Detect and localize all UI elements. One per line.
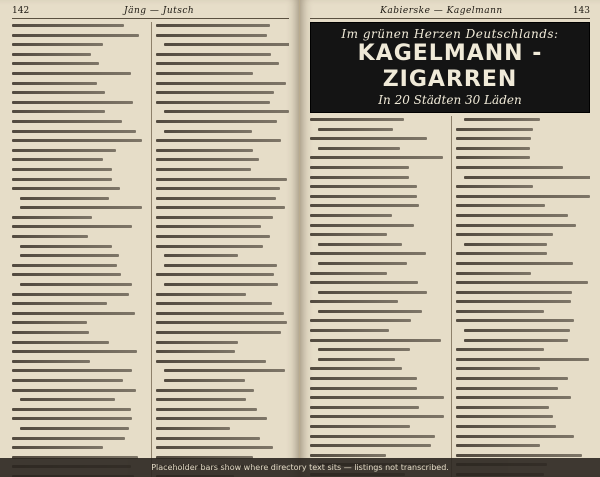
directory-entry-placeholder <box>12 235 145 243</box>
directory-entry-placeholder <box>456 166 591 174</box>
directory-entry-placeholder <box>456 291 591 299</box>
directory-entry-placeholder <box>456 358 591 366</box>
directory-entry-placeholder <box>310 281 445 289</box>
left-column-2 <box>151 22 289 477</box>
directory-entry-placeholder <box>12 24 145 32</box>
directory-entry-placeholder <box>310 291 445 299</box>
directory-entry-placeholder <box>310 262 445 270</box>
directory-entry-placeholder <box>12 206 145 214</box>
directory-entry-placeholder <box>456 185 591 193</box>
directory-entry-placeholder <box>12 389 145 397</box>
directory-entry-placeholder <box>310 204 445 212</box>
directory-entry-placeholder <box>310 243 445 251</box>
directory-entry-placeholder <box>156 417 289 425</box>
directory-entry-placeholder <box>156 110 289 118</box>
directory-entry-placeholder <box>156 149 289 157</box>
directory-entry-placeholder <box>156 235 289 243</box>
directory-entry-placeholder <box>12 283 145 291</box>
directory-entry-placeholder <box>310 185 445 193</box>
directory-entry-placeholder <box>456 243 591 251</box>
directory-entry-placeholder <box>310 233 445 241</box>
directory-entry-placeholder <box>12 273 145 281</box>
directory-entry-placeholder <box>456 415 591 423</box>
left-page-header <box>12 6 289 19</box>
directory-entry-placeholder <box>456 329 591 337</box>
directory-entry-placeholder <box>310 425 445 433</box>
directory-entry-placeholder <box>310 252 445 260</box>
directory-entry-placeholder <box>12 130 145 138</box>
directory-entry-placeholder <box>156 341 289 349</box>
right-column-2 <box>451 116 591 477</box>
directory-entry-placeholder <box>12 446 145 454</box>
directory-entry-placeholder <box>156 158 289 166</box>
transcription-note: Placeholder bars show where directory text sits — listings not transcribed. <box>0 458 600 477</box>
directory-entry-placeholder <box>456 156 591 164</box>
right-page-number: 143 <box>572 6 590 16</box>
directory-entry-placeholder <box>12 149 145 157</box>
directory-entry-placeholder <box>12 360 145 368</box>
directory-entry-placeholder <box>456 214 591 222</box>
directory-entry-placeholder <box>156 379 289 387</box>
directory-entry-placeholder <box>156 446 289 454</box>
directory-entry-placeholder <box>12 331 145 339</box>
directory-entry-placeholder <box>156 216 289 224</box>
directory-entry-placeholder <box>456 425 591 433</box>
directory-entry-placeholder <box>456 195 591 203</box>
directory-entry-placeholder <box>12 254 145 262</box>
directory-entry-placeholder <box>156 321 289 329</box>
directory-entry-placeholder <box>456 396 591 404</box>
directory-entry-placeholder <box>12 53 145 61</box>
directory-entry-placeholder <box>456 233 591 241</box>
right-page <box>300 0 600 477</box>
directory-entry-placeholder <box>156 350 289 358</box>
directory-entry-placeholder <box>456 272 591 280</box>
directory-entry-placeholder <box>456 348 591 356</box>
right-column-1 <box>310 116 445 477</box>
ad-subline: In 20 Städten 30 Läden <box>378 93 522 107</box>
directory-entry-placeholder <box>456 435 591 443</box>
directory-entry-placeholder <box>310 444 445 452</box>
directory-entry-placeholder <box>310 319 445 327</box>
directory-entry-placeholder <box>156 130 289 138</box>
directory-entry-placeholder <box>156 62 289 70</box>
directory-entry-placeholder <box>12 34 145 42</box>
directory-entry-placeholder <box>156 293 289 301</box>
directory-entry-placeholder <box>12 264 145 272</box>
directory-entry-placeholder <box>12 158 145 166</box>
directory-entry-placeholder <box>156 302 289 310</box>
directory-entry-placeholder <box>12 369 145 377</box>
directory-entry-placeholder <box>156 273 289 281</box>
directory-entry-placeholder <box>156 120 289 128</box>
directory-entry-placeholder <box>456 310 591 318</box>
directory-entry-placeholder <box>310 387 445 395</box>
directory-entry-placeholder <box>156 312 289 320</box>
directory-entry-placeholder <box>456 367 591 375</box>
kagelmann-advertisement <box>310 22 590 113</box>
directory-entry-placeholder <box>310 166 445 174</box>
left-columns <box>12 22 289 477</box>
directory-entry-placeholder <box>12 82 145 90</box>
directory-entry-placeholder <box>310 339 445 347</box>
directory-entry-placeholder <box>310 195 445 203</box>
ad-brand: KAGELMANN - ZIGARREN <box>357 41 543 92</box>
right-page-title: Kabierske — Kagelmann <box>380 6 503 16</box>
directory-entry-placeholder <box>456 118 591 126</box>
directory-entry-placeholder <box>156 360 289 368</box>
directory-entry-placeholder <box>310 415 445 423</box>
directory-entry-placeholder <box>12 178 145 186</box>
directory-entry-placeholder <box>12 245 145 253</box>
directory-entry-placeholder <box>156 72 289 80</box>
directory-entry-placeholder <box>12 321 145 329</box>
directory-entry-placeholder <box>456 204 591 212</box>
directory-entry-placeholder <box>156 245 289 253</box>
directory-entry-placeholder <box>12 43 145 51</box>
directory-entry-placeholder <box>12 417 145 425</box>
directory-entry-placeholder <box>456 252 591 260</box>
directory-entry-placeholder <box>310 147 445 155</box>
directory-entry-placeholder <box>12 293 145 301</box>
directory-entry-placeholder <box>12 225 145 233</box>
directory-entry-placeholder <box>12 379 145 387</box>
directory-entry-placeholder <box>310 435 445 443</box>
directory-entry-placeholder <box>456 128 591 136</box>
directory-entry-placeholder <box>12 120 145 128</box>
directory-entry-placeholder <box>456 319 591 327</box>
directory-entry-placeholder <box>156 437 289 445</box>
directory-entry-placeholder <box>456 262 591 270</box>
directory-entry-placeholder <box>156 283 289 291</box>
directory-entry-placeholder <box>310 224 445 232</box>
directory-entry-placeholder <box>310 118 445 126</box>
directory-entry-placeholder <box>12 350 145 358</box>
directory-entry-placeholder <box>156 264 289 272</box>
directory-entry-placeholder <box>456 406 591 414</box>
directory-entry-placeholder <box>156 206 289 214</box>
left-page-number: 142 <box>12 6 30 16</box>
directory-entry-placeholder <box>12 302 145 310</box>
right-page-header <box>310 6 590 19</box>
directory-entry-placeholder <box>12 437 145 445</box>
directory-entry-placeholder <box>156 101 289 109</box>
directory-entry-placeholder <box>310 128 445 136</box>
directory-entry-placeholder <box>156 225 289 233</box>
directory-entry-placeholder <box>12 341 145 349</box>
directory-entry-placeholder <box>456 339 591 347</box>
directory-entry-placeholder <box>456 377 591 385</box>
directory-entry-placeholder <box>12 216 145 224</box>
directory-entry-placeholder <box>310 176 445 184</box>
directory-entry-placeholder <box>156 82 289 90</box>
directory-entry-placeholder <box>310 406 445 414</box>
right-columns <box>310 116 590 477</box>
directory-entry-placeholder <box>310 310 445 318</box>
directory-entry-placeholder <box>12 408 145 416</box>
ad-slogan: Im grünen Herzen Deutschlands: <box>341 27 559 41</box>
directory-entry-placeholder <box>456 137 591 145</box>
directory-entry-placeholder <box>456 300 591 308</box>
directory-entry-placeholder <box>310 300 445 308</box>
directory-entry-placeholder <box>12 168 145 176</box>
directory-entry-placeholder <box>456 176 591 184</box>
directory-entry-placeholder <box>156 187 289 195</box>
directory-entry-placeholder <box>156 427 289 435</box>
directory-entry-placeholder <box>156 178 289 186</box>
directory-entry-placeholder <box>156 197 289 205</box>
directory-entry-placeholder <box>156 139 289 147</box>
directory-entry-placeholder <box>156 34 289 42</box>
directory-entry-placeholder <box>310 214 445 222</box>
directory-entry-placeholder <box>156 254 289 262</box>
directory-entry-placeholder <box>156 389 289 397</box>
directory-entry-placeholder <box>310 348 445 356</box>
directory-entry-placeholder <box>156 91 289 99</box>
directory-entry-placeholder <box>456 444 591 452</box>
directory-entry-placeholder <box>12 62 145 70</box>
directory-entry-placeholder <box>156 53 289 61</box>
directory-entry-placeholder <box>310 358 445 366</box>
directory-entry-placeholder <box>156 398 289 406</box>
directory-entry-placeholder <box>12 101 145 109</box>
directory-entry-placeholder <box>310 396 445 404</box>
directory-entry-placeholder <box>310 156 445 164</box>
directory-entry-placeholder <box>12 427 145 435</box>
directory-entry-placeholder <box>12 139 145 147</box>
left-page-title: Jäng — Jutsch <box>123 6 195 16</box>
directory-entry-placeholder <box>310 367 445 375</box>
directory-entry-placeholder <box>12 110 145 118</box>
directory-entry-placeholder <box>156 369 289 377</box>
directory-entry-placeholder <box>12 91 145 99</box>
directory-entry-placeholder <box>456 387 591 395</box>
directory-entry-placeholder <box>12 187 145 195</box>
directory-entry-placeholder <box>12 398 145 406</box>
directory-entry-placeholder <box>310 329 445 337</box>
directory-entry-placeholder <box>456 281 591 289</box>
directory-entry-placeholder <box>310 272 445 280</box>
directory-entry-placeholder <box>12 312 145 320</box>
directory-entry-placeholder <box>156 43 289 51</box>
directory-entry-placeholder <box>156 331 289 339</box>
directory-entry-placeholder <box>456 224 591 232</box>
directory-entry-placeholder <box>456 147 591 155</box>
directory-entry-placeholder <box>12 197 145 205</box>
directory-entry-placeholder <box>156 168 289 176</box>
directory-entry-placeholder <box>310 137 445 145</box>
left-column-1 <box>12 22 145 477</box>
directory-entry-placeholder <box>156 24 289 32</box>
directory-entry-placeholder <box>156 408 289 416</box>
directory-entry-placeholder <box>310 377 445 385</box>
directory-entry-placeholder <box>12 72 145 80</box>
